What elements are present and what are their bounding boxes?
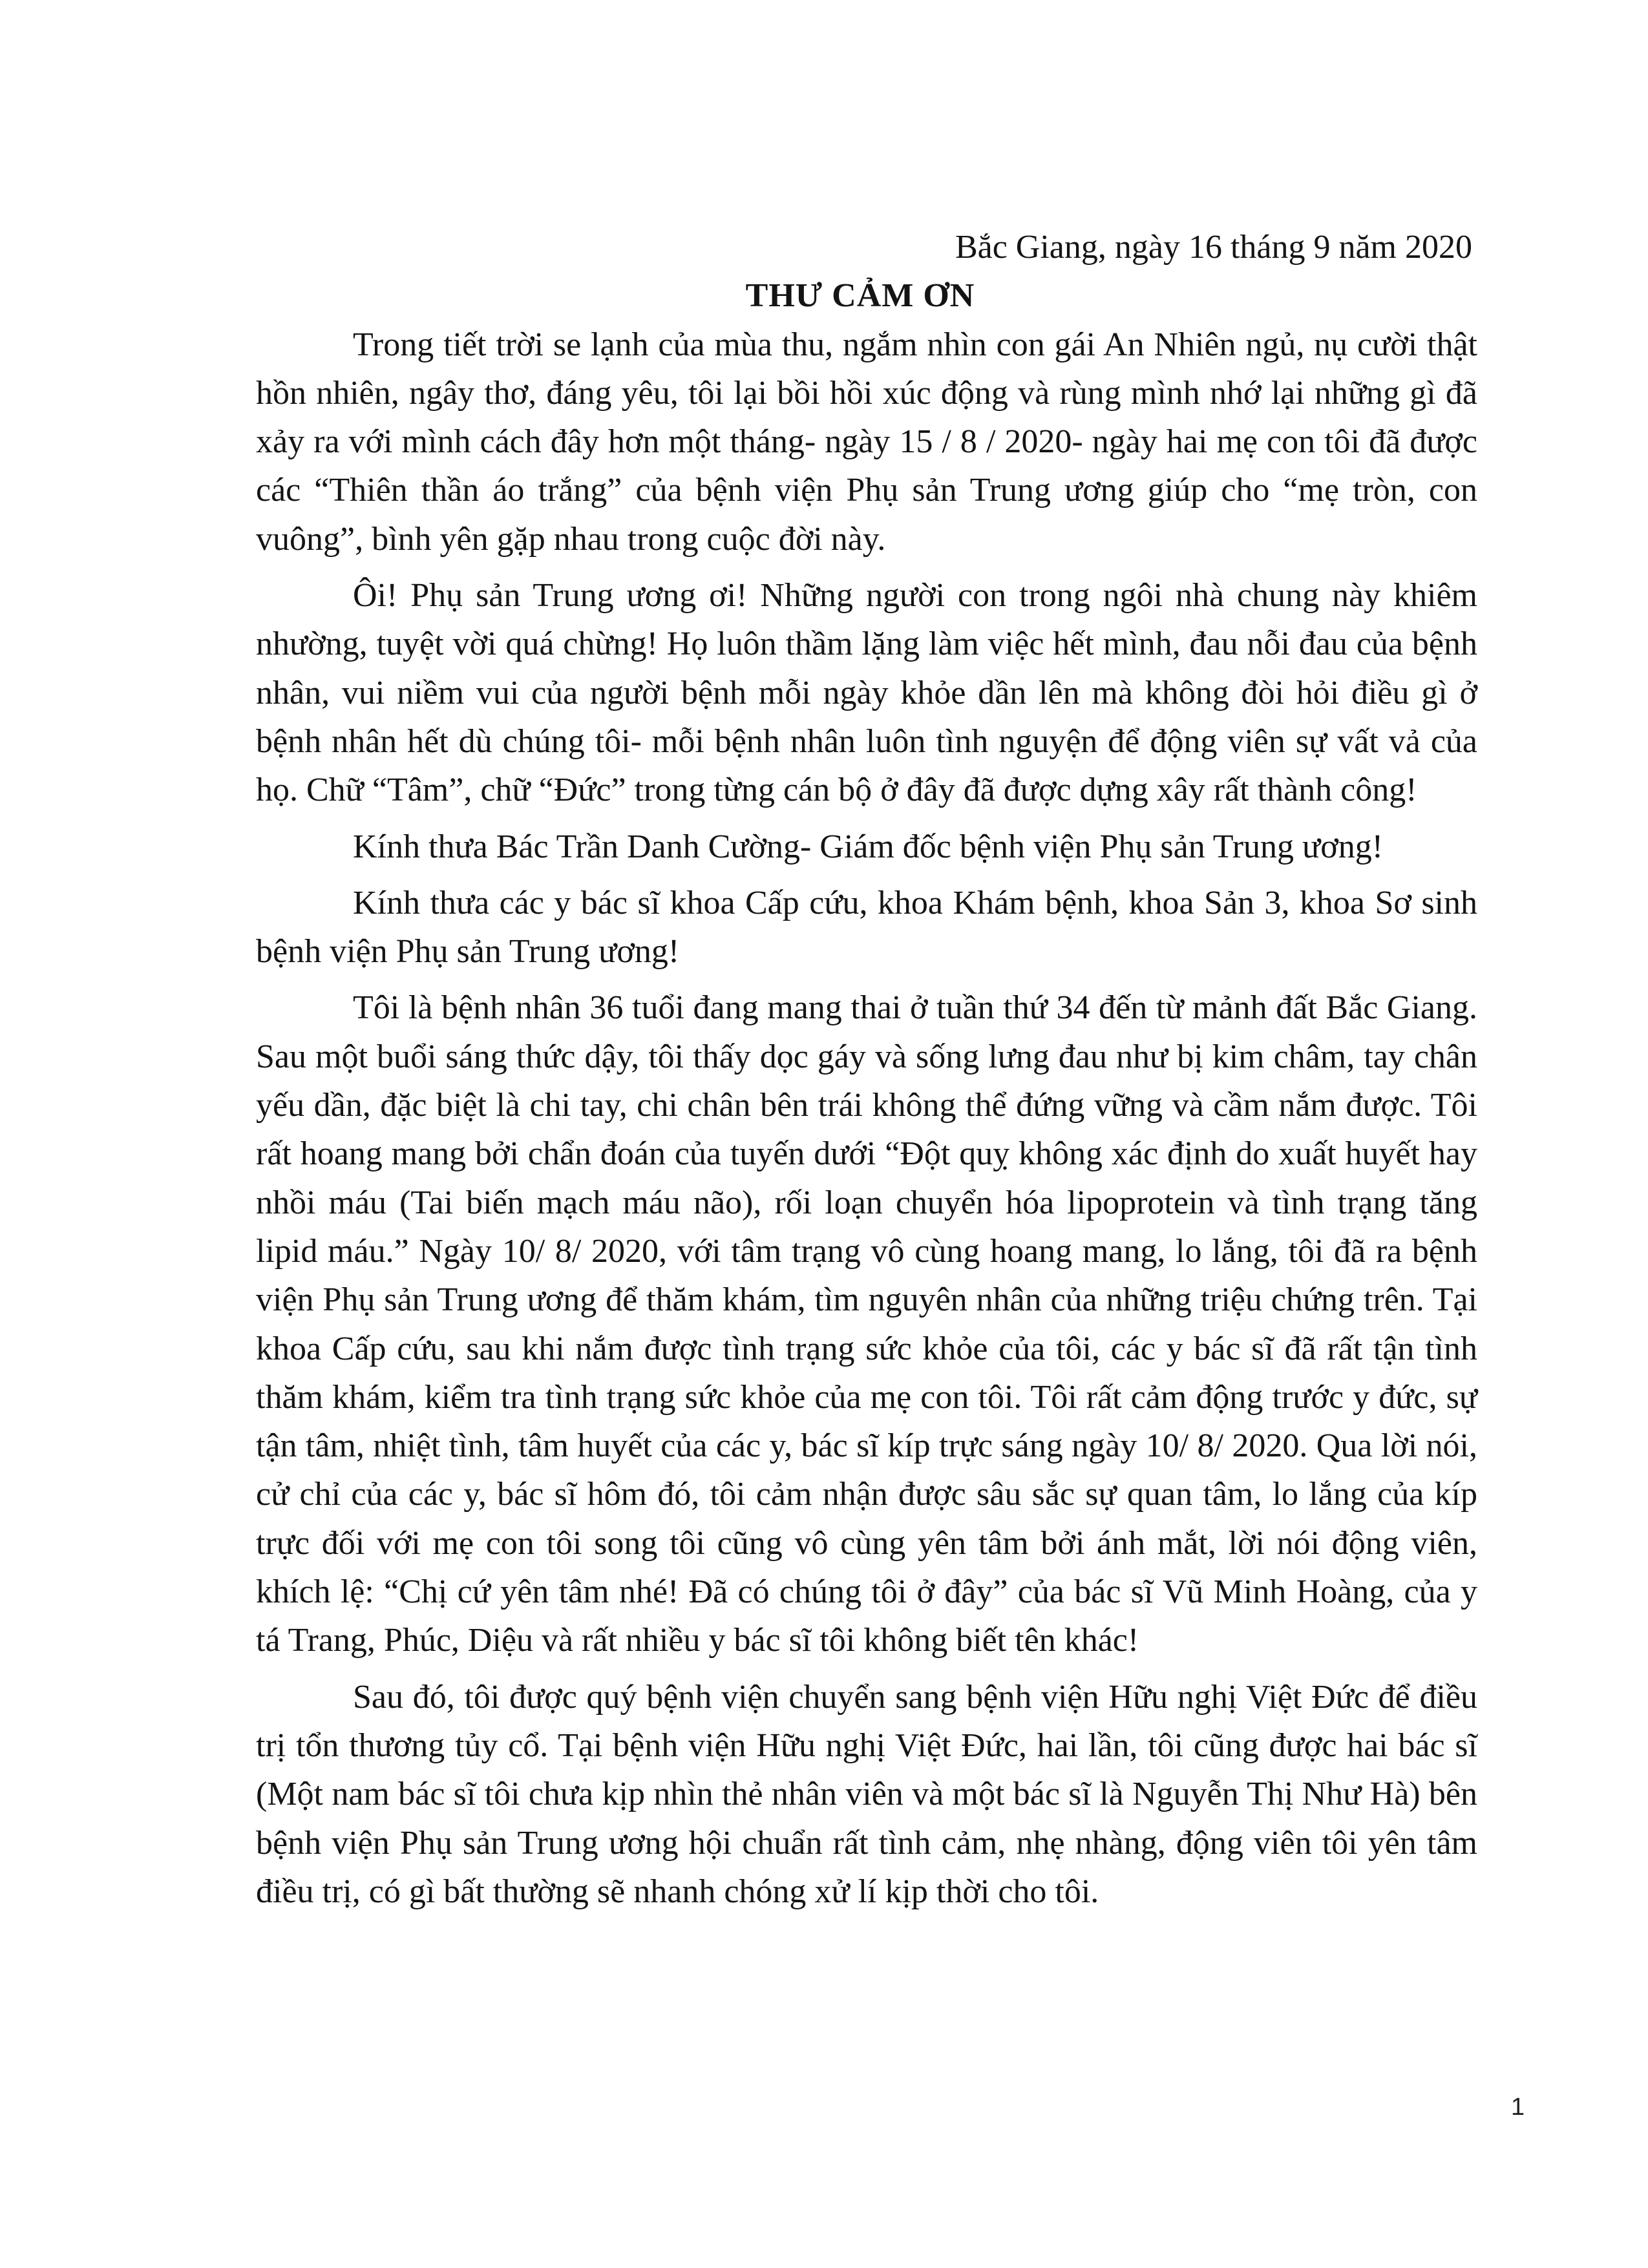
dateline: Bắc Giang, ngày 16 tháng 9 năm 2020 [955,229,1472,266]
paragraph-patient-story: Tôi là bệnh nhân 36 tuổi đang mang thai ở tuần thứ 34 đến từ mảnh đất Bắc Giang. Sau một buổi sáng thức dậy, tôi thấy dọc gáy và sống lưng đau như bị kim châm, tay chân yếu dần, đặc biệt là chi tay, chi chân bên trái không thể đứng vững và cầm nắm được. Tôi rất hoang mang bởi chẩn đoán của tuyến dưới “Đột quỵ không xác định do xuất huyết hay nhồi máu (Tai biến mạch máu não), rối loạn chuyển hóa lipoprotein và tình trạng tăng lipid máu.” Ngày 10/ 8/ 2020, với tâm trạng vô cùng hoang mang, lo lắng, tôi đã ra bệnh viện Phụ sản Trung ương để thăm khám, tìm nguyên nhân của những triệu chứng trên. Tại khoa Cấp cứu, sau khi nắm được tình trạng sức khỏe của tôi, các y bác sĩ đã rất tận tình thăm khám, kiểm tra tình trạng sức khỏe của mẹ con tôi. Tôi rất cảm động trước y đức, sự tận tâm, nhiệt tình, tâm huyết của các y, bác sĩ kíp trực sáng ngày 10/ 8/ 2020. Qua lời nói, cử chỉ của các y, bác sĩ hôm đó, tôi cảm nhận được sâu sắc sự quan tâm, lo lắng của kíp trực đối với mẹ con tôi song tôi cũng vô cùng yên tâm bởi ánh mắt, lời nói động viên, khích lệ: “Chị cứ yên tâm nhé! Đã có chúng tôi ở đây” của bác sĩ Vũ Minh Hoàng, của y tá Trang, Phúc, Diệu và rất nhiều y bác sĩ tôi không biết tên khác! [256,989,1477,1659]
paragraph-salutation-director: Kính thưa Bác Trần Danh Cường- Giám đốc bệnh viện Phụ sản Trung ương! [353,828,1384,865]
paragraph-salutation-doctors: Kính thưa các y bác sĩ khoa Cấp cứu, khoa Khám bệnh, khoa Sản 3, khoa Sơ sinh bệnh viện Phụ sản Trung ương! [256,884,1477,971]
paragraph-autumn-memory: Trong tiết trời se lạnh của mùa thu, ngắm nhìn con gái An Nhiên ngủ, nụ cười thật hồn nhiên, ngây thơ, đáng yêu, tôi lại bồi hồi xúc động và rùng mình nhớ lại những gì đã xảy ra với mình cách đây hơn một tháng- ngày 15 / 8 / 2020- ngày hai mẹ con tôi đã được các “Thiên thần áo trắng” của bệnh viện Phụ sản Trung ương giúp cho “mẹ tròn, con vuông”, bình yên gặp nhau trong cuộc đời này. [256,326,1477,558]
paragraph-transfer-treatment: Sau đó, tôi được quý bệnh viện chuyển sang bệnh viện Hữu nghị Việt Đức để điều trị tổn thương tủy cổ. Tại bệnh viện Hữu nghị Việt Đức, hai lần, tôi cũng được hai bác sĩ (Một nam bác sĩ tôi chưa kịp nhìn thẻ nhân viên và một bác sĩ là Nguyễn Thị Như Hà) bên bệnh viện Phụ sản Trung ương hội chuẩn rất tình cảm, nhẹ nhàng, động viên tôi yên tâm điều trị, có gì bất thường sẽ nhanh chóng xử lí kịp thời cho tôi. [256,1678,1477,1910]
paragraph-praise-hospital: Ôi! Phụ sản Trung ương ơi! Những người con trong ngôi nhà chung này khiêm nhường, tuyệt vời quá chừng! Họ luôn thầm lặng làm việc hết mình, đau nỗi đau của bệnh nhân, vui niềm vui của người bệnh mỗi ngày khỏe dần lên mà không đòi hỏi điều gì ở bệnh nhân hết dù chúng tôi- mỗi bệnh nhân luôn tình nguyện để động viên sự vất vả của họ. Chữ “Tâm”, chữ “Đức” trong từng cán bộ ở đây đã được dựng xây rất thành công! [256,577,1477,809]
page-number: 1 [1511,2094,1525,2121]
letter-title: THƯ CẢM ƠN [745,277,975,315]
letter-body [256,223,1477,1924]
